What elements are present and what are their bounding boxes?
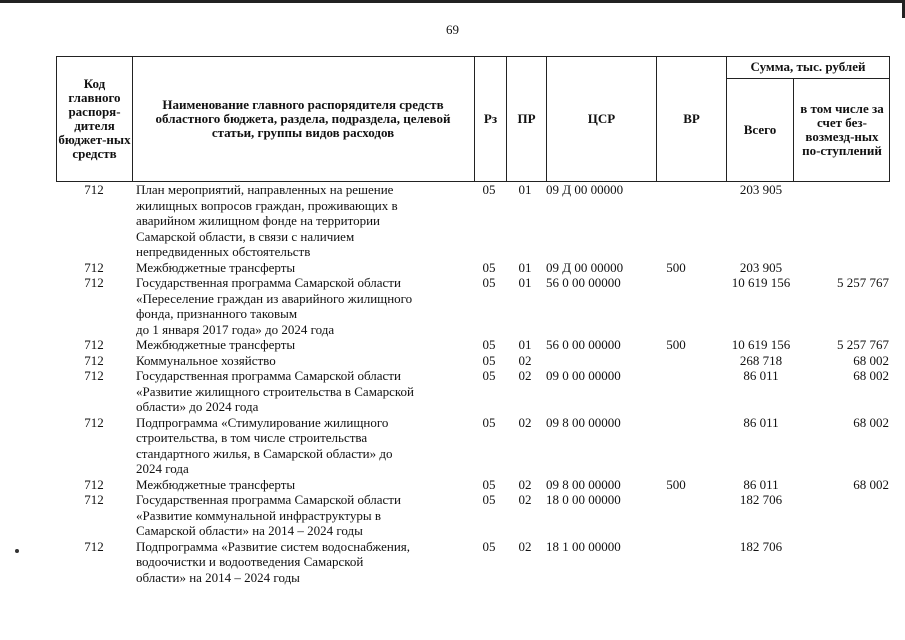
row-rz: 05 — [482, 275, 496, 290]
row-rz: 05 — [482, 259, 496, 275]
row-pr: 01 — [518, 259, 532, 275]
row-free: 5 257 767 — [837, 275, 889, 290]
row-rz: 05 — [482, 538, 496, 554]
row-name: Межбюджетные трансферты — [136, 259, 296, 275]
header-csr: ЦСР — [587, 110, 616, 126]
col-divider — [793, 78, 794, 182]
row-total: 182 706 — [739, 492, 783, 507]
header-code: Код главного распоря-дителя бюджет-ных средств — [58, 75, 131, 161]
table-row — [56, 539, 890, 586]
row-pr: 02 — [518, 476, 532, 492]
row-total: 268 718 — [739, 352, 783, 368]
table-row — [56, 368, 890, 415]
row-free: 68 002 — [853, 368, 889, 383]
row-total: 86 011 — [743, 476, 779, 492]
header-rz: Рз — [483, 110, 498, 126]
row-csr: 09 Д 00 00000 — [546, 182, 624, 197]
row-name: План мероприятий, направленных на решение жилищных вопросов граждан, проживающих в аварийном жилищном фонде на территории Самарской области, в связи с наличием непредвиденных обстоятельств — [136, 182, 398, 259]
row-code: 712 — [84, 259, 104, 275]
col-divider — [132, 56, 133, 182]
row-rz: 05 — [482, 352, 496, 368]
row-rz: 05 — [482, 182, 496, 197]
row-rz: 05 — [482, 337, 496, 352]
row-total: 182 706 — [739, 538, 783, 554]
table-row — [56, 353, 890, 369]
row-code: 712 — [84, 337, 104, 352]
row-total: 10 619 156 — [731, 275, 791, 290]
page-number: 69 — [446, 22, 459, 37]
row-csr: 56 0 00 00000 — [546, 337, 621, 352]
table-header — [56, 56, 890, 182]
row-code: 712 — [84, 538, 104, 554]
row-name: Межбюджетные трансферты — [136, 476, 296, 492]
row-rz: 05 — [482, 414, 496, 430]
row-csr: 18 1 00 00000 — [546, 538, 621, 554]
row-name: Подпрограмма «Развитие систем водоснабжения, водоочистки и водоотведения Самарской области» на 2014 – 2024 годы — [136, 538, 411, 585]
header-total: Всего — [743, 121, 777, 137]
row-total: 203 905 — [739, 182, 783, 197]
row-vr: 500 — [666, 476, 686, 492]
row-pr: 02 — [518, 414, 532, 430]
row-code: 712 — [84, 414, 104, 430]
row-csr: 09 Д 00 00000 — [546, 259, 624, 275]
row-pr: 01 — [518, 182, 532, 197]
table-row — [56, 415, 890, 477]
row-pr: 02 — [518, 492, 532, 507]
row-code: 712 — [84, 352, 104, 368]
row-csr: 09 8 00 00000 — [546, 476, 621, 492]
page-top-rule — [0, 0, 905, 3]
row-vr: 500 — [666, 259, 686, 275]
row-total: 86 011 — [743, 414, 779, 430]
row-rz: 05 — [482, 368, 496, 383]
row-total: 203 905 — [739, 259, 783, 275]
row-csr: 09 0 00 00000 — [546, 368, 621, 383]
row-rz: 05 — [482, 492, 496, 507]
table-row — [56, 275, 890, 337]
row-free: 68 002 — [853, 476, 889, 492]
row-name: Государственная программа Самарской области «Переселение граждан из аварийного жилищного фонда, признанного таковым до 1 января 2017 года» до 2024 года — [136, 275, 413, 337]
row-pr: 01 — [518, 275, 532, 290]
table-row — [56, 182, 890, 260]
row-pr: 01 — [518, 337, 532, 352]
row-name: Государственная программа Самарской области «Развитие коммунальной инфраструктуры в Самарской области» на 2014 – 2024 годы — [136, 492, 401, 538]
header-sum: Сумма, тыс. рублей — [750, 59, 866, 74]
row-total: 10 619 156 — [731, 337, 791, 352]
row-csr: 09 8 00 00000 — [546, 414, 621, 430]
row-csr: 18 0 00 00000 — [546, 492, 621, 507]
row-rz: 05 — [482, 476, 496, 492]
row-code: 712 — [84, 275, 104, 290]
row-pr: 02 — [518, 368, 532, 383]
header-name: Наименование главного распорядителя средств областного бюджета, раздела, подраздела, целевой статьи, группы видов расходов — [155, 96, 451, 140]
row-name: Межбюджетные трансферты — [136, 337, 296, 352]
row-free: 5 257 767 — [837, 337, 889, 352]
table-row — [56, 492, 890, 539]
header-vr: ВР — [683, 110, 700, 126]
header-free: в том числе за счет без-возмезд-ных по-ступлений — [800, 100, 884, 158]
table-body — [56, 182, 890, 585]
row-code: 712 — [84, 182, 104, 197]
row-code: 712 — [84, 368, 104, 383]
row-free: 68 002 — [853, 414, 889, 430]
row-free: 68 002 — [853, 352, 889, 368]
margin-mark — [15, 549, 19, 553]
row-pr: 02 — [518, 538, 532, 554]
row-pr: 02 — [518, 352, 532, 368]
table-row — [56, 337, 890, 353]
header-pr: ПР — [517, 110, 536, 126]
row-name: Коммунальное хозяйство — [136, 352, 276, 368]
row-name: Подпрограмма «Стимулирование жилищного строительства, в том числе строительства стандартного жилья, в Самарской области» до 2024 года — [136, 414, 393, 476]
row-name: Государственная программа Самарской области «Развитие жилищного строительства в Самарской области» до 2024 года — [136, 368, 414, 414]
table-row — [56, 477, 890, 493]
row-code: 712 — [84, 492, 104, 507]
col-divider — [889, 56, 890, 182]
row-code: 712 — [84, 476, 104, 492]
table-row — [56, 260, 890, 276]
row-vr: 500 — [666, 337, 686, 352]
row-csr: 56 0 00 00000 — [546, 275, 621, 290]
row-total: 86 011 — [743, 368, 779, 383]
